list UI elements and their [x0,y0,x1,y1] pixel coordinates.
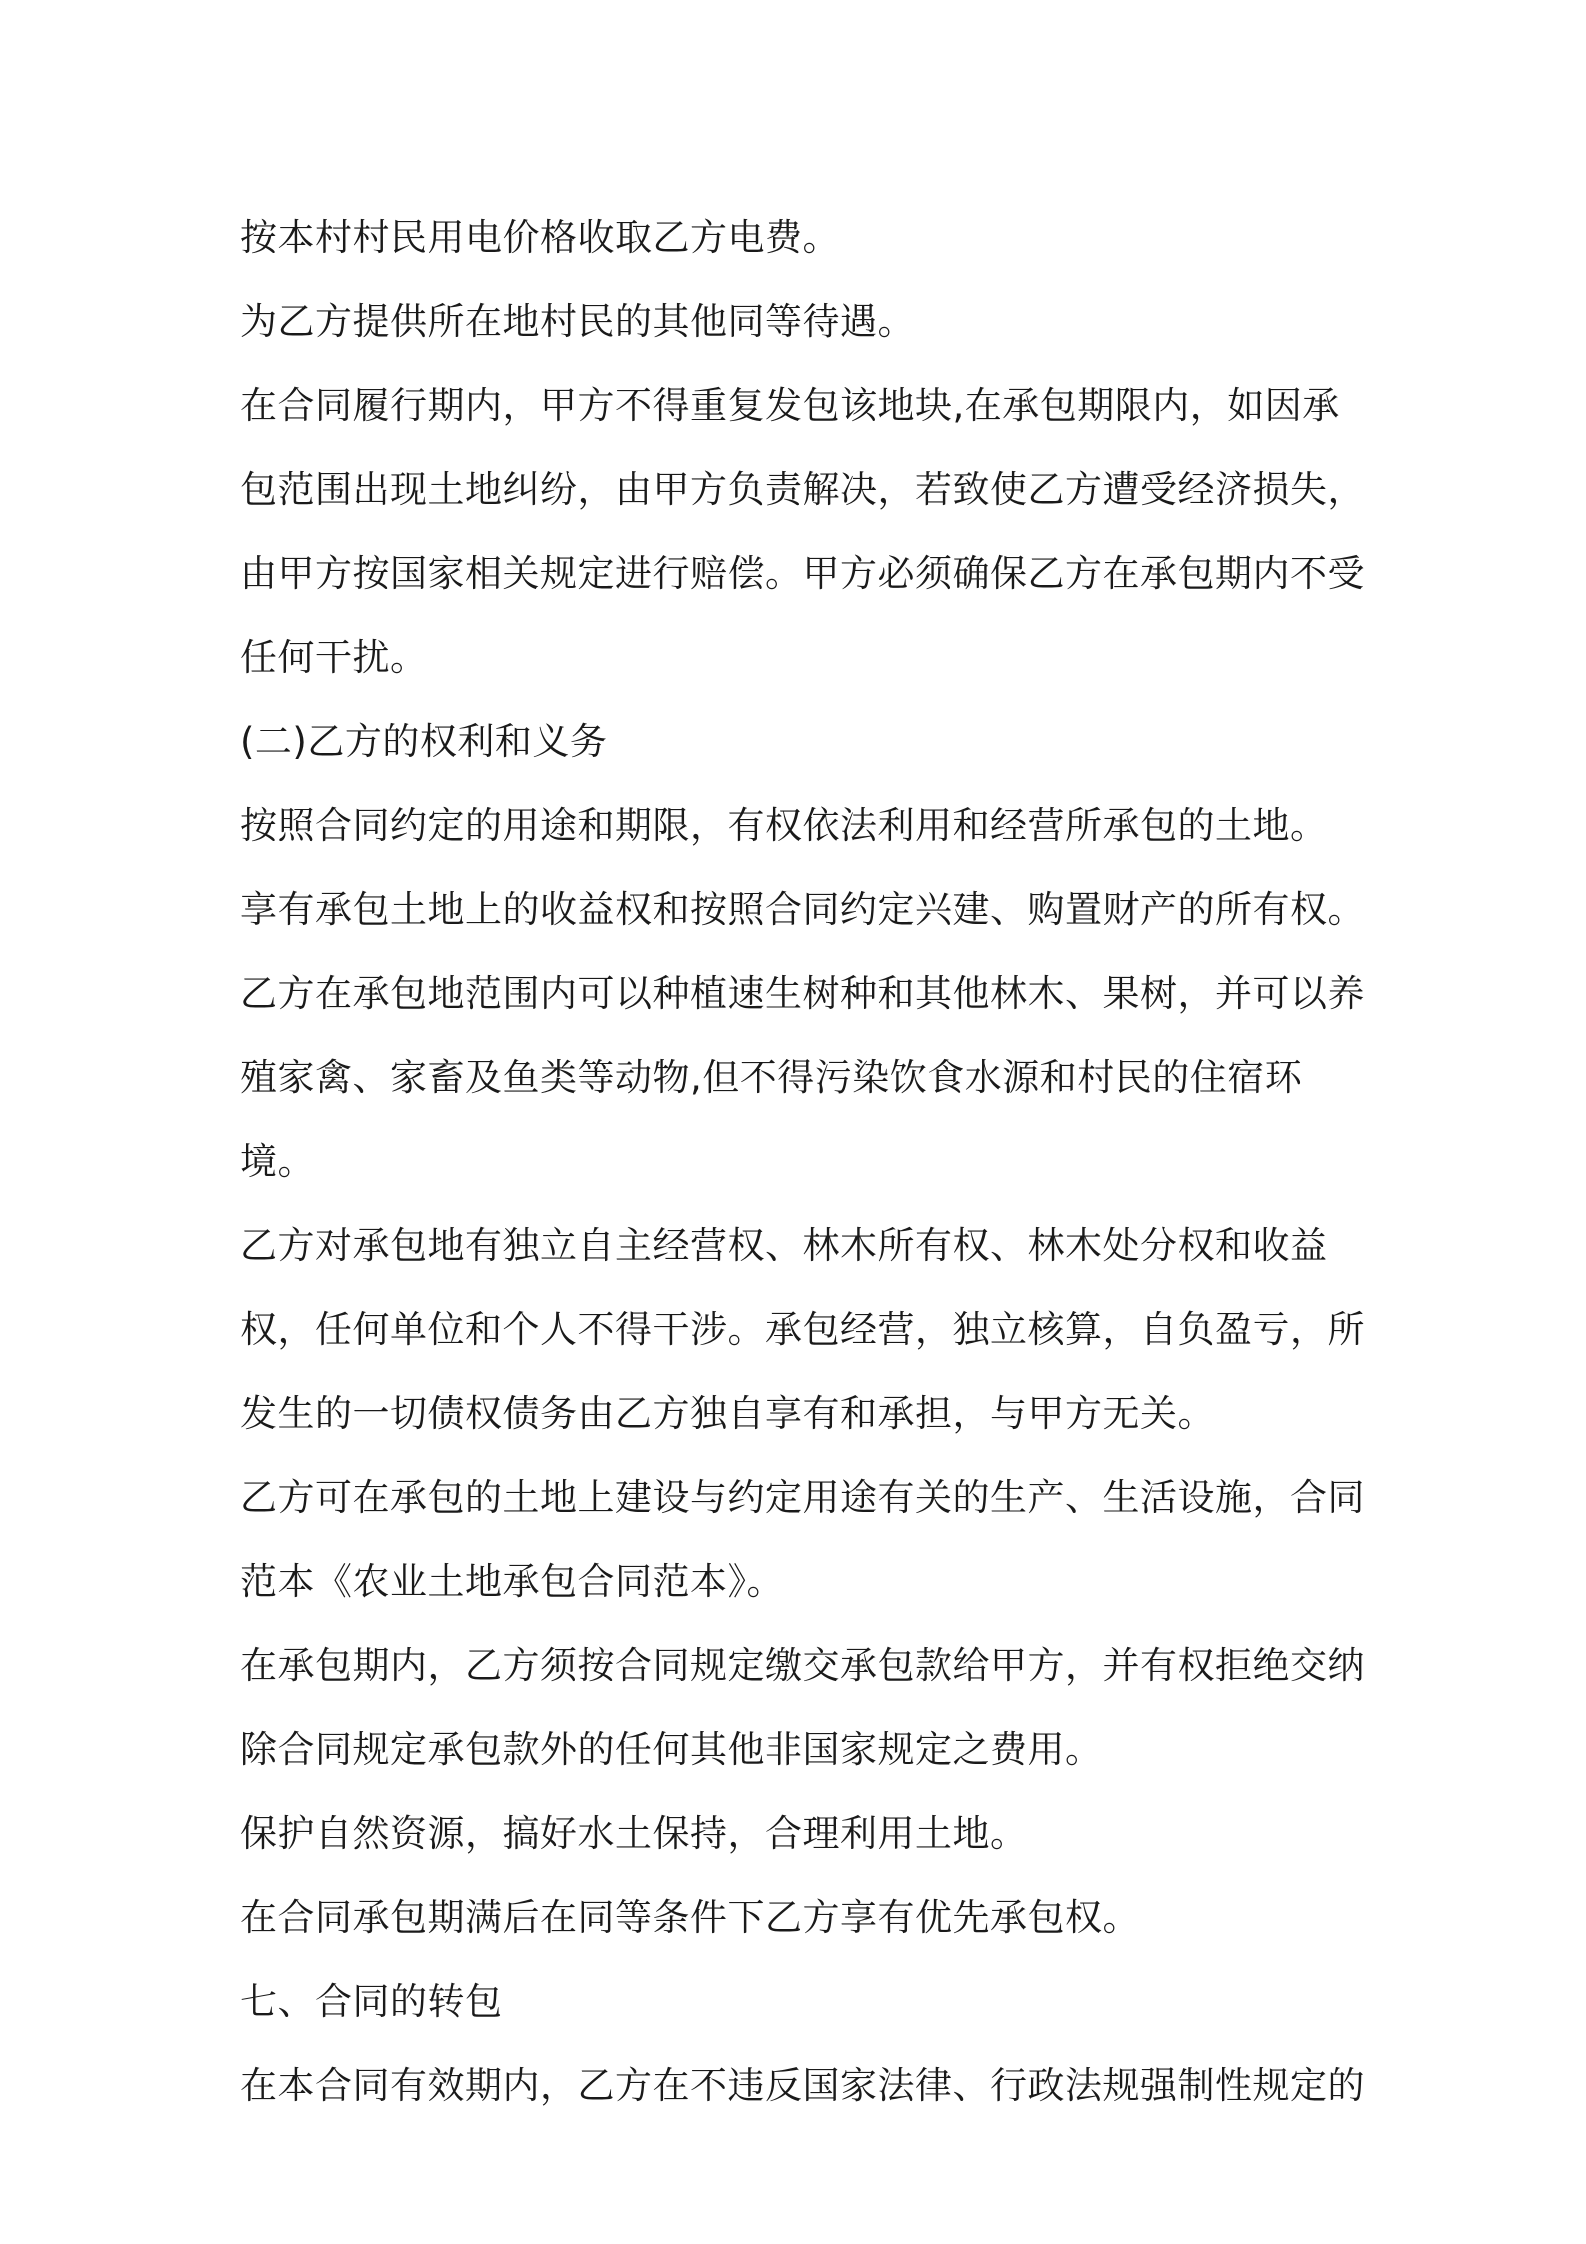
paragraph-use-and-term: 按照合同约定的用途和期限，有权依法利用和经营所承包的土地。 [240,804,1328,847]
paragraph-priority-renewal: 在合同承包期满后在同等条件下乙方享有优先承包权。 [240,1896,1140,1939]
section-heading-party-b-rights: (二)乙方的权利和义务 [240,720,608,763]
paragraph-contract-payment: 在承包期内，乙方须按合同规定缴交承包款给甲方，并有权拒绝交纳除合同规定承包款外的任何其他非国家规定之费用。 [240,1644,1365,1771]
paragraph-independent-management: 乙方对承包地有独立自主经营权、林木所有权、林木处分权和收益权，任何单位和个人不得干涉。承包经营，独立核算，自负盈亏，所发生的一切债权债务由乙方独自享有和承担，与甲方无关。 [240,1224,1365,1435]
paragraph-equal-treatment: 为乙方提供所在地村民的其他同等待遇。 [240,300,915,343]
paragraph-resource-protection: 保护自然资源，搞好水土保持，合理利用土地。 [240,1812,1028,1855]
paragraph-planting-breeding: 乙方在承包地范围内可以种植速生树种和其他林木、果树，并可以养殖家禽、家畜及鱼类等动物,但不得污染饮食水源和村民的住宿环境。 [240,972,1365,1183]
paragraph-facilities: 乙方可在承包的土地上建设与约定用途有关的生产、生活设施，合同范本《农业土地承包合同范本》。 [240,1476,1365,1603]
paragraph-electricity-fee: 按本村村民用电价格收取乙方电费。 [240,216,840,259]
document-body [240,196,1370,2128]
paragraph-no-repeat-contract: 在合同履行期内，甲方不得重复发包该地块,在承包期限内，如因承包范围出现土地纠纷，由甲方负责解决，若致使乙方遭受经济损失，由甲方按国家相关规定进行赔偿。甲方必须确保乙方在承包期内不受任何干扰。 [240,384,1365,679]
section-heading-subcontract: 七、合同的转包 [240,1980,503,2023]
paragraph-income-rights: 享有承包土地上的收益权和按照合同约定兴建、购置财产的所有权。 [240,888,1365,931]
paragraph-subcontract-terms: 在本合同有效期内，乙方在不违反国家法律、行政法规强制性规定的 [240,2064,1365,2107]
